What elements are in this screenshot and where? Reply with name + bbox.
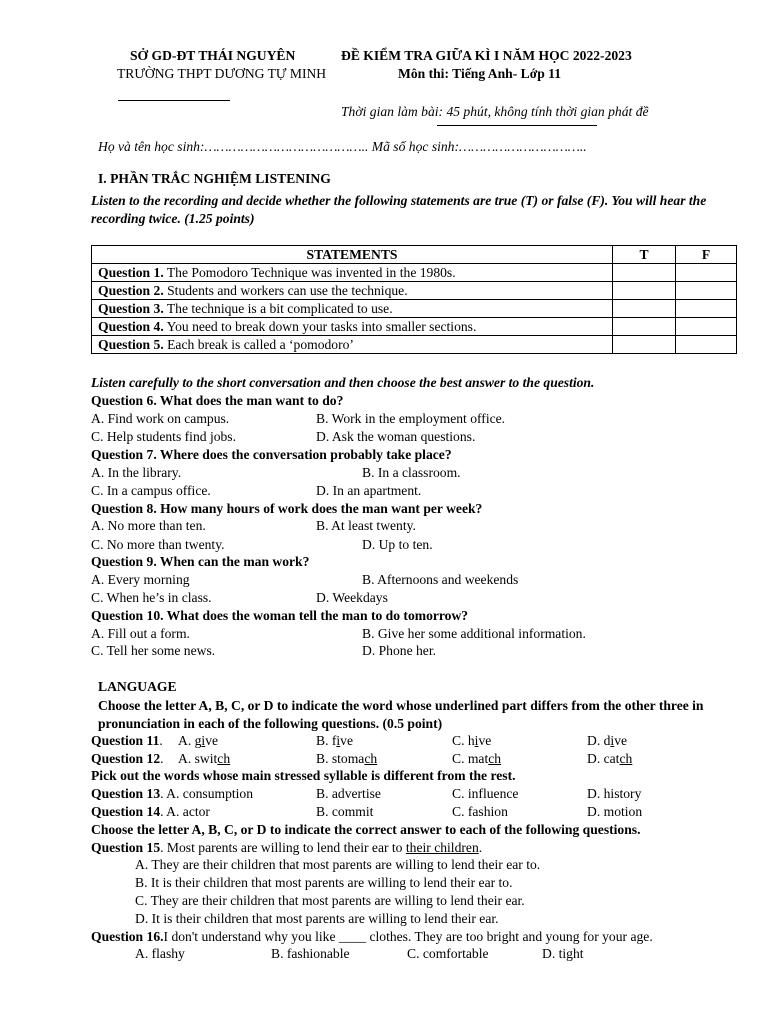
option-text: C. mat <box>452 751 489 766</box>
true-cell[interactable] <box>613 264 676 282</box>
q15-option-a[interactable]: A. They are their children that most parents are willing to lend their ear to. <box>135 857 541 872</box>
q11-option-a[interactable] <box>178 733 218 749</box>
q12-option-c[interactable] <box>452 751 501 767</box>
question-label: Question 16. <box>91 929 164 944</box>
option-text: B. stoma <box>316 751 365 766</box>
question-label: Question 11 <box>91 733 160 748</box>
language-instruction-2: Pick out the words whose main stressed syllable is different from the rest. <box>91 768 516 783</box>
table-row <box>92 282 737 300</box>
header-statements: STATEMENTS <box>92 246 613 264</box>
q6-option-a[interactable]: A. Find work on campus. <box>91 411 230 426</box>
underlined-part: i <box>474 733 479 748</box>
school-name: TRƯỜNG THPT DƯƠNG TỰ MINH <box>117 66 327 81</box>
question-9: Question 9. When can the man work? <box>91 554 310 569</box>
underlined-part: ch <box>364 751 378 766</box>
q10-option-d[interactable]: D. Phone her. <box>362 643 437 658</box>
question-label: Question 5. <box>98 337 164 352</box>
false-cell[interactable] <box>676 264 737 282</box>
true-cell[interactable] <box>613 318 676 336</box>
q10-option-b[interactable]: B. Give her some additional information. <box>362 626 586 641</box>
question-11: Question 11. <box>91 733 163 748</box>
language-instruction-1: Choose the letter A, B, C, or D to indicate the word whose underlined part differs from the other three in pronunciation in each of the following questions. (0.5 point) <box>98 698 704 731</box>
q13-option-a[interactable]: A. consumption <box>166 786 254 801</box>
question-7: Question 7. Where does the conversation probably take place? <box>91 447 452 462</box>
false-cell[interactable] <box>676 318 737 336</box>
question-10: Question 10. What does the woman tell the man to do tomorrow? <box>91 608 469 623</box>
statement-text: The technique is a bit complicated to use. <box>166 301 393 316</box>
q16-option-c[interactable]: C. comfortable <box>407 946 489 961</box>
exam-subject: Môn thi: Tiếng Anh- Lớp 11 <box>398 66 562 81</box>
listening-instruction-2: Listen carefully to the short conversation and then choose the best answer to the question. <box>91 375 595 390</box>
q12-option-b[interactable] <box>316 751 377 767</box>
q7-option-d[interactable]: D. In an apartment. <box>316 483 422 498</box>
option-text: C. h <box>452 733 475 748</box>
underlined-part: ch <box>217 751 231 766</box>
false-cell[interactable] <box>676 300 737 318</box>
department-name: SỞ GD-ĐT THÁI NGUYÊN <box>130 48 296 63</box>
question-label: Question 1. <box>98 265 164 280</box>
statement-text: Students and workers can use the technique. <box>167 283 408 298</box>
header-divider <box>118 100 230 101</box>
q14-option-a[interactable]: A. actor <box>166 804 210 819</box>
q7-option-a[interactable]: A. In the library. <box>91 465 182 480</box>
question-label: Question 4. <box>98 319 164 334</box>
q16-option-d[interactable]: D. tight <box>542 946 584 961</box>
section-title-listening: I. PHẦN TRẮC NGHIỆM LISTENING <box>98 171 331 186</box>
q8-option-c[interactable]: C. No more than twenty. <box>91 537 225 552</box>
q7-option-c[interactable]: C. In a campus office. <box>91 483 211 498</box>
q11-option-d[interactable] <box>587 733 627 749</box>
option-text: D. d <box>587 733 611 748</box>
exam-title: ĐỀ KIỂM TRA GIỮA KÌ I NĂM HỌC 2022-2023 <box>341 48 632 63</box>
option-text: ve <box>478 733 492 748</box>
header-true: T <box>613 246 676 264</box>
question-6: Question 6. What does the man want to do? <box>91 393 344 408</box>
q9-option-c[interactable]: C. When he’s in class. <box>91 590 212 605</box>
q8-option-a[interactable]: A. No more than ten. <box>91 518 206 533</box>
question-16 <box>91 929 653 945</box>
true-cell[interactable] <box>613 282 676 300</box>
underlined-part: i <box>201 733 206 748</box>
q6-option-d[interactable]: D. Ask the woman questions. <box>316 429 476 444</box>
q13-option-b[interactable]: B. advertise <box>316 786 381 801</box>
q15-option-c[interactable]: C. They are their children that most parents are willing to lend their ear. <box>135 893 525 908</box>
q15-option-b[interactable]: B. It is their children that most parents are willing to lend their ear to. <box>135 875 513 890</box>
table-row <box>92 336 737 354</box>
q10-option-a[interactable]: A. Fill out a form. <box>91 626 190 641</box>
question-label: Question 14 <box>91 804 161 819</box>
q16-option-a[interactable]: A. flashy <box>135 946 185 961</box>
option-text: ve <box>340 733 354 748</box>
q6-option-c[interactable]: C. Help students find jobs. <box>91 429 236 444</box>
true-cell[interactable] <box>613 300 676 318</box>
student-info-line: Họ và tên học sinh:………………………………….. Mã số học sinh:………………………….. <box>98 139 587 154</box>
section-title-language: LANGUAGE <box>98 679 177 694</box>
underlined-part: ch <box>488 751 502 766</box>
q12-option-d[interactable] <box>587 751 632 767</box>
underlined-part: i <box>610 733 615 748</box>
q14-option-b[interactable]: B. commit <box>316 804 374 819</box>
q14-option-d[interactable]: D. motion <box>587 804 643 819</box>
option-text: D. cat <box>587 751 620 766</box>
statement-text: You need to break down your tasks into smaller sections. <box>166 319 477 334</box>
q10-option-c[interactable]: C. Tell her some news. <box>91 643 216 658</box>
question-13: Question 13. A. consumption <box>91 786 254 801</box>
language-instruction-3: Choose the letter A, B, C, or D to indicate the correct answer to each of the following questions. <box>91 822 641 837</box>
q9-option-a[interactable]: A. Every morning <box>91 572 190 587</box>
option-text: ve <box>614 733 628 748</box>
q9-option-d[interactable]: D. Weekdays <box>316 590 388 605</box>
header-false: F <box>676 246 737 264</box>
q13-option-c[interactable]: C. influence <box>452 786 519 801</box>
underlined-part: ch <box>619 751 633 766</box>
question-label: Question 13 <box>91 786 161 801</box>
question-label: Question 12 <box>91 751 161 766</box>
option-text: ve <box>205 733 219 748</box>
question-label: Question 2. <box>98 283 164 298</box>
q8-option-d[interactable]: D. Up to ten. <box>362 537 433 552</box>
q12-option-a[interactable] <box>178 751 230 767</box>
statement-text: Each break is called a ‘pomodoro’ <box>167 337 354 352</box>
question-12: Question 12. <box>91 751 164 766</box>
q13-option-d[interactable]: D. history <box>587 786 642 801</box>
table-row <box>92 264 737 282</box>
table-row <box>92 318 737 336</box>
q6-option-b[interactable]: B. Work in the employment office. <box>316 411 506 426</box>
table-row <box>92 300 737 318</box>
option-text: B. f <box>316 733 337 748</box>
false-cell[interactable] <box>676 336 737 354</box>
question-stem: Most parents are willing to lend their ear to <box>166 840 406 855</box>
false-cell[interactable] <box>676 282 737 300</box>
underlined-part: their children <box>405 840 479 855</box>
question-label: Question 15 <box>91 840 161 855</box>
true-cell[interactable] <box>613 336 676 354</box>
option-text: A. g <box>178 733 202 748</box>
question-stem: I don't understand why you like ____ clothes. They are too bright and young for your age. <box>163 929 653 944</box>
underlined-part: i <box>336 733 341 748</box>
question-stem-end: . <box>478 840 483 855</box>
question-label: Question 3. <box>98 301 164 316</box>
time-underline <box>437 125 597 126</box>
question-15: Question 15. Most parents are willing to lend their ear to their children. <box>91 840 483 855</box>
q15-option-d[interactable]: D. It is their children that most parents are willing to lend their ear. <box>135 911 499 926</box>
exam-time: Thời gian làm bài: 45 phút, không tính thời gian phát đề <box>341 104 649 119</box>
q14-option-c[interactable]: C. fashion <box>452 804 508 819</box>
listening-instruction-1: Listen to the recording and decide whether the following statements are true (T) or false (F). You will hear the recording twice. (1.25 points) <box>91 193 707 226</box>
statements-table <box>91 245 737 354</box>
q7-option-b[interactable]: B. In a classroom. <box>362 465 461 480</box>
q8-option-b[interactable]: B. At least twenty. <box>316 518 416 533</box>
question-14: Question 14. A. actor <box>91 804 210 819</box>
statement-text: The Pomodoro Technique was invented in the 1980s. <box>166 265 456 280</box>
question-8: Question 8. How many hours of work does the man want per week? <box>91 501 483 516</box>
q11-option-b[interactable] <box>316 733 353 749</box>
q11-option-c[interactable] <box>452 733 491 749</box>
option-text: A. swit <box>178 751 218 766</box>
q16-option-b[interactable]: B. fashionable <box>271 946 350 961</box>
q9-option-b[interactable]: B. Afternoons and weekends <box>362 572 519 587</box>
